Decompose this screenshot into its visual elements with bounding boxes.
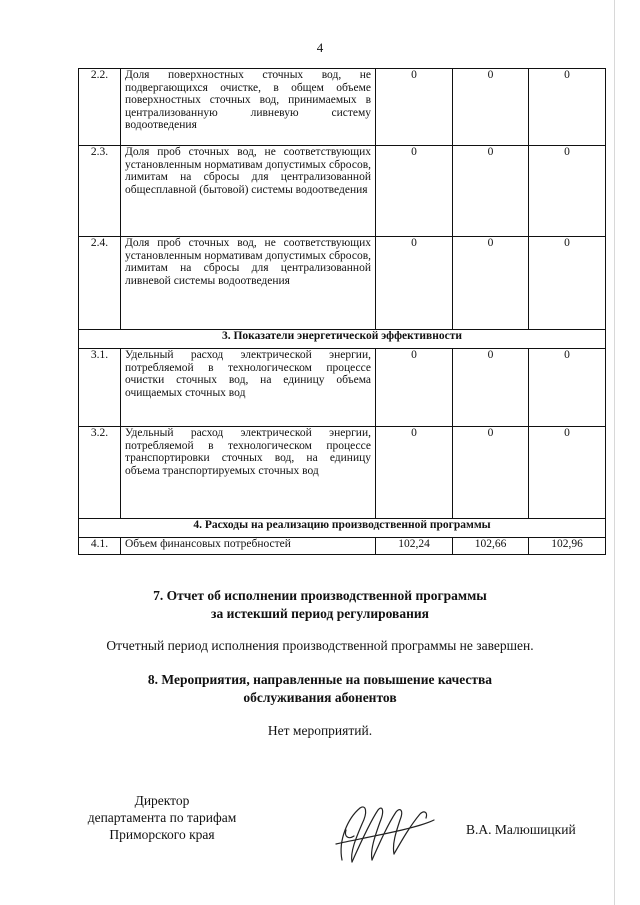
row-description: Доля поверхностных сточных вод, не подвергающихся очистке, в общем объеме поверхностных сточных вод, принимаемых в централизованную ливневую систему водоотведения: [121, 69, 376, 146]
row-value: 0: [529, 146, 606, 237]
row-value: 0: [453, 237, 529, 330]
row-value: 102,24: [376, 538, 453, 555]
row-description: Удельный расход электрической энергии, потребляемой в технологическом процессе транспортировки сточных вод, на единицу объема транспортируемых сточных вод: [121, 427, 376, 519]
row-number: 2.4.: [79, 237, 121, 330]
section-row: [79, 519, 606, 538]
table-row: [79, 349, 606, 427]
table-row: [79, 237, 606, 330]
row-number: 2.2.: [79, 69, 121, 146]
section7-heading-line1: 7. Отчет об исполнении производственной программы: [153, 588, 487, 603]
row-description: Доля проб сточных вод, не соответствующих установленным нормативам допустимых сбросов, лимитам на сбросы для централизованной ливневой системы водоотведения: [121, 237, 376, 330]
row-value: 102,96: [529, 538, 606, 555]
table-row: [79, 538, 606, 555]
row-value: 0: [376, 349, 453, 427]
page-number: 4: [316, 40, 324, 55]
section8-heading-line1: 8. Мероприятия, направленные на повышение качества: [147, 672, 493, 687]
section8-heading: [0, 671, 640, 707]
row-value: 0: [453, 349, 529, 427]
section7-heading-line2: за истекший период регулирования: [211, 606, 429, 621]
section7-text: Отчетный период исполнения производственной программы не завершен.: [106, 638, 534, 653]
row-value: 0: [529, 237, 606, 330]
row-value: 0: [376, 69, 453, 146]
page-edge: [614, 0, 615, 905]
section-title: 3. Показатели энергетической эффективности: [79, 330, 606, 349]
section-row: [79, 330, 606, 349]
row-value: 0: [453, 427, 529, 519]
row-value: 0: [376, 237, 453, 330]
row-description: Объем финансовых потребностей: [121, 538, 376, 555]
section-title: 4. Расходы на реализацию производственной программы: [79, 519, 606, 538]
signer-title-line1: Директор: [134, 793, 190, 808]
row-value: 102,66: [453, 538, 529, 555]
table-row: [79, 427, 606, 519]
section7-heading: [0, 587, 640, 623]
row-value: 0: [453, 69, 529, 146]
signer-name: В.А. Малюшицкий: [466, 822, 576, 837]
indicators-table: [78, 68, 606, 555]
signer-title: [62, 792, 262, 843]
row-value: 0: [529, 349, 606, 427]
row-number: 3.1.: [79, 349, 121, 427]
row-number: 4.1.: [79, 538, 121, 555]
row-description: Удельный расход электрической энергии, потребляемой в технологическом процессе очистки сточных вод, на единицу объема очищаемых сточных вод: [121, 349, 376, 427]
table-row: [79, 146, 606, 237]
signer-title-line3: Приморского края: [109, 827, 215, 842]
row-number: 3.2.: [79, 427, 121, 519]
row-description: Доля проб сточных вод, не соответствующих установленным нормативам допустимых сбросов, лимитам на сбросы для централизованной общесплавной (бытовой) системы водоотведения: [121, 146, 376, 237]
row-number: 2.3.: [79, 146, 121, 237]
row-value: 0: [453, 146, 529, 237]
row-value: 0: [529, 427, 606, 519]
section8-heading-line2: обслуживания абонентов: [243, 690, 397, 705]
table-row: [79, 69, 606, 146]
row-value: 0: [376, 427, 453, 519]
signer-title-line2: департамента по тарифам: [87, 810, 237, 825]
row-value: 0: [376, 146, 453, 237]
row-value: 0: [529, 69, 606, 146]
section8-text: Нет мероприятий.: [267, 723, 373, 738]
handwritten-signature: [330, 800, 440, 870]
